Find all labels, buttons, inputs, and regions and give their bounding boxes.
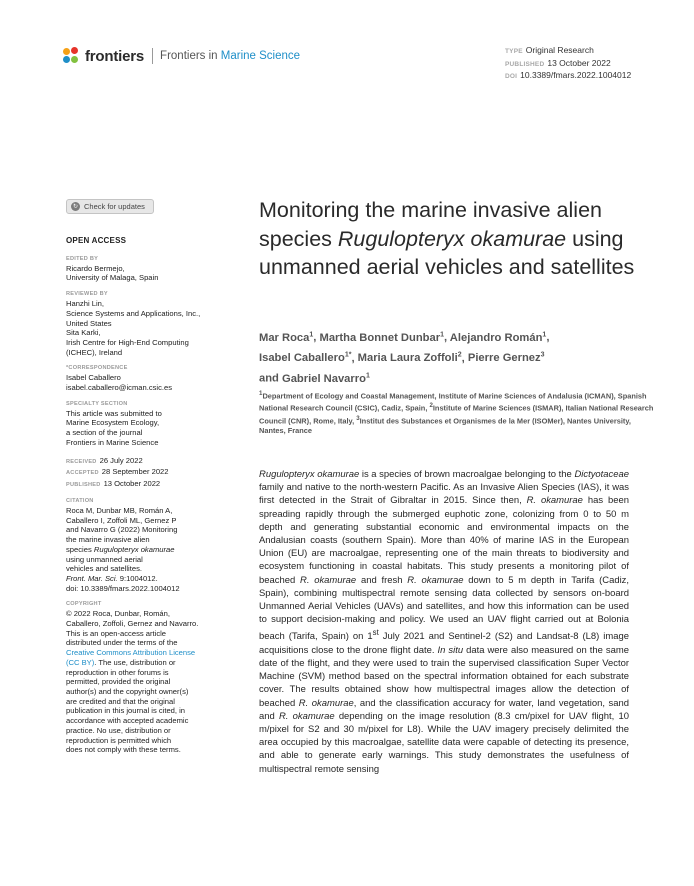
received-date: RECEIVED 26 July 2022 [66,455,143,465]
journal-name[interactable]: Frontiers in Marine Science [160,50,301,62]
edited-by-section: EDITED BY Ricardo Bermejo, University of Malaga, Spain [66,256,218,283]
dates-section [66,456,218,491]
specialty-text: This article was submitted to Marine Ecosystem Ecology, a section of the journal Frontiers in Marine Science [66,408,162,447]
accepted-date: ACCEPTED 28 September 2022 [66,467,169,477]
article-meta [505,45,631,83]
reviewer-names: Hanzhi Lin, Science Systems and Applications, Inc., United States Sita Karki, Irish Centre for High-End Computing (ICHEC), Ireland [66,299,201,357]
doi: DOI 10.3389/fmars.2022.1004012 [505,70,632,80]
correspondence-contact[interactable]: Isabel Caballero isabel.caballero@icman.csic.es [66,373,173,393]
reviewed-by-section: REVIEWED BY Hanzhi Lin, Science Systems and Applications, Inc., United States Sita Karki, Irish Centre for High-End Computing (ICHEC), Ireland [66,291,218,357]
check-for-updates-button[interactable]: ↻ Check for updates [66,199,154,214]
author[interactable]: Isabel Caballero$^{1*}$ [259,351,352,365]
frontiers-logo-icon [62,47,80,65]
author[interactable]: Maria Laura Zoffoli$^2$ [357,351,462,365]
copyright-section: COPYRIGHT © 2022 Roca, Dunbar, Román, Caballero, Zoffoli, Gernez and Navarro. This is an open-access article distributed under the terms of the Creative Commons Attribution License (CC BY). The use, distribution or reproduction in other forums is permitted, provided the original author(s) and the copyright owner(s) are credited and that the original publication in this journal is cited, in accordance with accepted academic practice. No use, distribution or reproduction is permitted which does not comply with these terms. [66,601,218,755]
citation-section: CITATION Roca M, Dunbar MB, Román A, Caballero I, Zoffoli ML, Gernez P and Navarro G (2022) Monitoring the marine invasive alien species Rugulopteryx okamurae using unmanned aerial vehicles and satellites. Front. Mar. Sci. 9:1004012. doi: 10.3389/fmars.2022.1004012 [66,498,218,593]
editor-name: Ricardo Bermejo, University of Malaga, Spain [66,263,159,283]
article-sidebar [66,236,218,763]
author[interactable]: Pierre Gernez$^3$ [467,351,545,365]
author-list: Mar Roca$^1$, Martha Bonnet Dunbar$^1$, Alejandro Román$^1$, Isabel Caballero$^{1*}$, Maria Laura Zoffoli$^2$, Pierre Gernez$^3$ and Gabriel Navarro$^1$ [259,331,550,386]
article-type: TYPE Original Research [505,45,594,55]
correspondence-section: *CORRESPONDENCE Isabel Caballero isabel.caballero@icman.csic.es [66,365,218,392]
cc-by-license-link[interactable]: Creative Commons Attribution License (CC BY) [66,648,196,667]
affiliations: $^1$Department of Ecology and Coastal Management, Institute of Marine Sciences of Andalusia (ICMAN), Spanish National Research Council (CSIC), Cadiz, Spain, $^2$Institute of Marine Sciences (ISMAR), Italian National Research Council (CNR), Rome, Italy, $^3$Institut des Substances et Organismes de la Mer (ISOMer), Nantes University, Nantes, France [259,390,654,436]
sidebar-published-date: PUBLISHED 13 October 2022 [66,478,161,488]
frontiers-logo[interactable] [62,47,300,65]
brand-name: frontiers [85,47,145,65]
abstract-paragraph: Rugulopteryx okamurae is a species of brown macroalgae belonging to the Dictyotaceae family and native to the north-western Pacific. As an Invasive Alien Species (IAS), it was first detected in the Strait of Gibraltar in 2015. Since then, R. okamurae has been spreading rapidly through the submerged euphotic zone, colonizing from 0 to 50 m depth and generating substantial economic and environmental impacts on the Andalusian coasts (southern Spain). More than 40% of marine IAS in the European Union (EU) are macroalgae, representing one of the main threats to biodiversity and ecosystem functioning in coastal habitats. This study presents a monitoring pilot of beached R. okamurae and fresh R. okamurae down to 5 m depth in Tarifa (Cadiz, Spain), combining multispectral remote sensing data collected by sensors on-board Unmanned Aerial Vehicles (UAVs) and satellites, and how this information can be used to support decision-making and policy. We used an UAV flight carried out at Bolonia beach (Tarifa, Spain) on 1st July 2021 and Sentinel-2 (S2) and Landsat-8 (L8) image acquisitions close to the drone flight date. In situ data were also measured on the same date of the flight, and they were used to train the supervised classification Super Vector Machine (SVM) method based on the spectral information obtained for each substrate cover. The results obtained show how multispectral images allow the detection of beached R. okamurae, and the classification accuracy for water, land vegetation, sand and R. okamurae depending on the image resolution (8.3 cm/pixel for UAV flight, 10 m/pixel for S2 and 30 m/pixel for L8). While the UAV imagery precisely delimited the area occupied by this macroalgae, satellite data were capable of detecting its presence, and able to generate early warnings. This study demonstrates the usefulness of multispectral remote sensing [259,469,630,775]
article-title: Monitoring the marine invasive alien species Rugulopteryx okamurae using unmanned aerial vehicles and satellites [259,198,635,279]
specialty-section: SPECIALTY SECTION This article was submitted to Marine Ecosystem Ecology, a section of the journal Frontiers in Marine Science [66,401,218,448]
open-access-label: OPEN ACCESS [66,236,127,245]
published-date: PUBLISHED 13 October 2022 [505,57,611,68]
author[interactable]: Gabriel Navarro$^1$ [282,372,370,386]
refresh-icon: ↻ [72,204,79,210]
header-divider [152,48,153,64]
author[interactable]: Martha Bonnet Dunbar$^1$ [319,331,444,344]
author[interactable]: Mar Roca$^1$ [259,331,314,344]
citation-text: Roca M, Dunbar MB, Román A, Caballero I, Zoffoli ML, Gernez P and Navarro G (2022) Monitoring the marine invasive alien species Rugulopteryx okamurae using unmanned aerial vehicles and satellites. Front. Mar. Sci. 9:1004012. doi: 10.3389/fmars.2022.1004012 [66,506,180,593]
abstract [259,468,629,776]
author[interactable]: Alejandro Román$^1$ [449,331,547,344]
copyright-text: © 2022 Roca, Dunbar, Román, Caballero, Zoffoli, Gernez and Navarro. This is an open-access article distributed under the terms of the Creative Commons Attribution License (CC BY). The use, distribution or reproduction in other forums is permitted, provided the original author(s) and the copyright owner(s) are credited and that the original publication in this journal is cited, in accordance with accepted academic practice. No use, distribution or reproduction is permitted which does not comply with these terms. [66,609,199,755]
